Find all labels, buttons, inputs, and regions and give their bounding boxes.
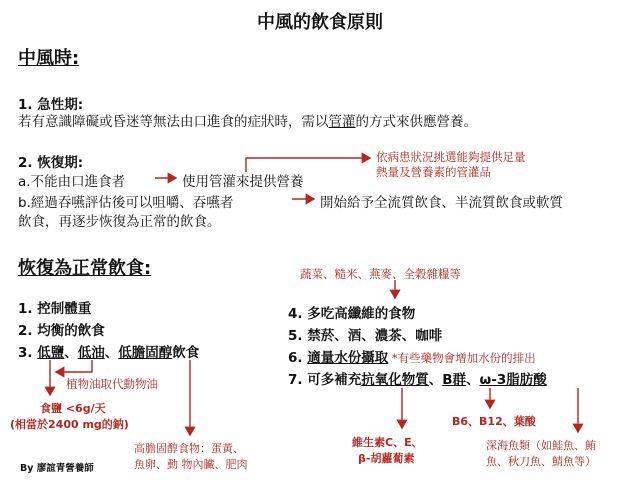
diet-item-7-antioxidants: 抗氧化物質 <box>361 372 429 388</box>
diet-item-3-suffix: 飲食 <box>172 345 200 361</box>
note-b-vitamins: B6、B12、葉酸 <box>452 415 536 428</box>
recovery-a-left: a.不能由口進食者 <box>18 174 126 190</box>
diet-item-4: 4. 多吃高纖維的食物 <box>288 306 416 322</box>
diet-item-6 <box>288 346 536 366</box>
diet-item-3-low-salt: 低鹽 <box>37 345 65 361</box>
diet-item-2: 2. 均衡的飲食 <box>18 323 105 339</box>
diet-item-7-omega3: ω-3脂肪酸 <box>479 372 547 388</box>
note-high-fiber-foods: 蔬菜、糙米、燕麥、全穀雜糧等 <box>300 267 461 281</box>
note-cholesterol-line2: 魚卵、動 物內臟、肥肉 <box>134 458 248 471</box>
acute-text-after: 的方式來供應營養。 <box>355 114 477 130</box>
recovery-b-right: 開始給予全流質飲食、半流質飲食或軟質 <box>320 195 563 211</box>
author-credit: By 廖誼青營養師 <box>20 463 94 474</box>
diet-item-7-b-group: B群 <box>442 372 467 388</box>
note-vegetable-oil: 植物油取代動物油 <box>66 377 158 391</box>
diet-item-7-sep1: 、 <box>428 372 443 388</box>
note-antioxidants-line2: β-胡蘿蔔素 <box>358 452 415 465</box>
note-omega3-line2: 魚、秋刀魚、鯖魚等） <box>486 455 596 468</box>
diet-item-7 <box>288 368 547 388</box>
acute-text-tube-feeding: 管灌 <box>328 114 356 130</box>
note-tube-feeding-line2: 熱量及營養素的管灌品 <box>376 165 491 179</box>
diet-item-7-sep2: 、 <box>466 372 480 388</box>
note-antioxidants-line1: 維生素C、E、 <box>352 436 423 449</box>
recovery-b-left: b.經過吞嚥評估後可以咀嚼、吞嚥者 <box>18 195 234 211</box>
section-heading-normal-diet: 恢復為正常飲食: <box>18 258 152 279</box>
diet-item-3-sep2: 、 <box>104 345 119 361</box>
section-heading-stroke-phase: 中風時: <box>18 48 80 69</box>
recovery-a-right: 使用管灌來提供營養 <box>182 174 304 190</box>
recovery-phase-label: 2. 恢復期: <box>18 155 84 171</box>
note-cholesterol-line1: 高膽固醇食物：蛋黃、 <box>134 442 244 455</box>
recovery-b-continuation: 飲食，再逐步恢復為正常的飲食。 <box>18 214 221 230</box>
diet-item-6-note: *有些藥物會增加水份的排出 <box>388 351 536 365</box>
diet-item-6-prefix: 6. <box>288 350 308 366</box>
diet-item-1: 1. 控制體重 <box>18 301 92 317</box>
page-title: 中風的飲食原則 <box>257 12 383 33</box>
diet-item-3-low-oil: 低油 <box>77 345 105 361</box>
diet-item-3-sep1: 、 <box>64 345 78 361</box>
diet-item-5: 5. 禁菸、酒、濃茶、咖啡 <box>288 328 443 344</box>
acute-phase-label: 1. 急性期: <box>18 97 84 113</box>
diet-item-6-water-intake: 適量水份攝取 <box>307 350 389 366</box>
acute-phase-text <box>18 110 477 130</box>
note-salt-line2: (相當於2400 mg的鈉) <box>10 418 129 431</box>
diet-item-3-prefix: 3. <box>18 345 38 361</box>
diet-item-3-low-cholesterol: 低膽固醇 <box>118 345 173 361</box>
note-salt-line1: 食鹽 <6g/天 <box>40 402 106 415</box>
diet-item-3 <box>18 341 199 361</box>
diet-item-7-prefix: 7. 可多補充 <box>288 372 362 388</box>
note-omega3-line1: 深海魚類（如鮭魚、鮪 <box>486 439 596 452</box>
acute-text-before: 若有意識障礙或昏迷等無法由口進食的症狀時，需以 <box>18 114 329 130</box>
note-tube-feeding-line1: 依病患狀況挑選能夠提供足量 <box>376 150 526 164</box>
arrow-oil-to-note <box>56 360 92 372</box>
